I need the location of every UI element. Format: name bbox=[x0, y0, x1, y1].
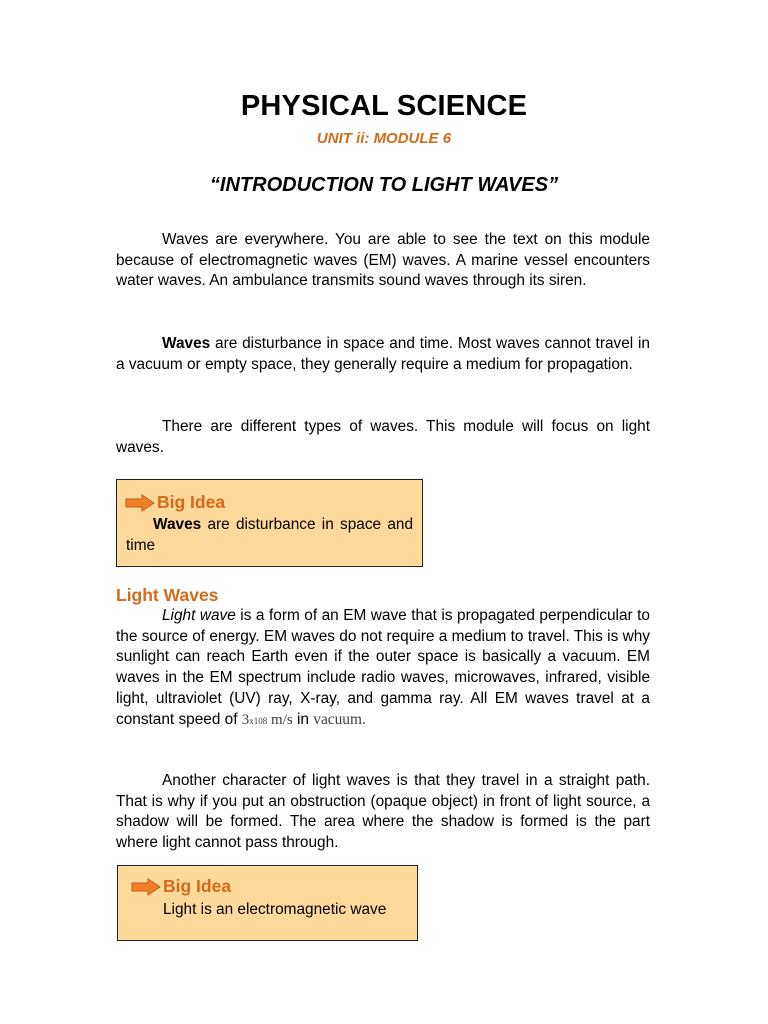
big-idea-label: Big Idea bbox=[157, 492, 226, 512]
big-idea-box-2 bbox=[117, 865, 418, 941]
lesson-title: “INTRODUCTION TO LIGHT WAVES” bbox=[209, 174, 559, 196]
unit-module-label: UNIT ii: MODULE 6 bbox=[316, 130, 452, 147]
light-waves-paragraph-2: Another character of light waves is that they travel in a straight path. That is why if you put an obstruction (opaque object) in front of light source, a shadow will be formed. The area where the shadow is formed is the part where light cannot pass through. bbox=[116, 772, 650, 852]
speed-suffix: in bbox=[292, 710, 314, 728]
intro-paragraph-3: There are different types of waves. This module will focus on light waves. bbox=[116, 418, 650, 456]
document-title: PHYSICAL SCIENCE bbox=[240, 90, 528, 122]
vacuum-word: vacuum. bbox=[313, 710, 366, 728]
speed-unit: m/s bbox=[267, 711, 293, 728]
speed-of-light-value bbox=[242, 712, 293, 728]
big-idea-rest: are disturbance in space and time bbox=[126, 516, 413, 554]
big-idea-text: Light is an electromagnetic wave bbox=[163, 901, 387, 918]
intro-paragraph-1: Waves are everywhere. You are able to see the text on this module because of electromagnetic waves (EM) waves. A marine vessel encounters water waves. An ambulance transmits sound waves through its siren. bbox=[116, 231, 650, 290]
speed-exponent: 8 bbox=[262, 715, 268, 726]
right-arrow-icon bbox=[125, 494, 155, 512]
light-wave-term: Light wave bbox=[162, 607, 236, 624]
big-idea-box-1 bbox=[116, 479, 423, 567]
speed-base: 3 bbox=[241, 711, 250, 728]
light-waves-paragraph-1 bbox=[116, 606, 650, 731]
waves-term: Waves bbox=[162, 335, 211, 352]
speed-multiplier: x10 bbox=[249, 715, 263, 726]
section-heading-light-waves: Light Waves bbox=[116, 585, 219, 605]
intro-paragraph-2-text: are disturbance in space and time. Most waves cannot travel in a vacuum or empty space, they generally require a medium for propagation. bbox=[116, 335, 650, 373]
big-idea-text bbox=[126, 514, 413, 556]
big-idea-term: Waves bbox=[153, 516, 202, 533]
right-arrow-icon bbox=[131, 878, 161, 896]
light-waves-paragraph-1-text: is a form of an EM wave that is propagated perpendicular to the source of energy. EM waves do not require a medium to travel. This is why sunlight can reach Earth even if the outer space is basically a vacuum. EM waves in the EM spectrum include radio waves, microwaves, infrared, visible light, ultraviolet (UV) ray, X-ray, and gamma ray. All EM waves travel at a constant speed of bbox=[116, 607, 650, 728]
intro-paragraph-2 bbox=[116, 334, 650, 375]
big-idea-label: Big Idea bbox=[163, 876, 232, 896]
